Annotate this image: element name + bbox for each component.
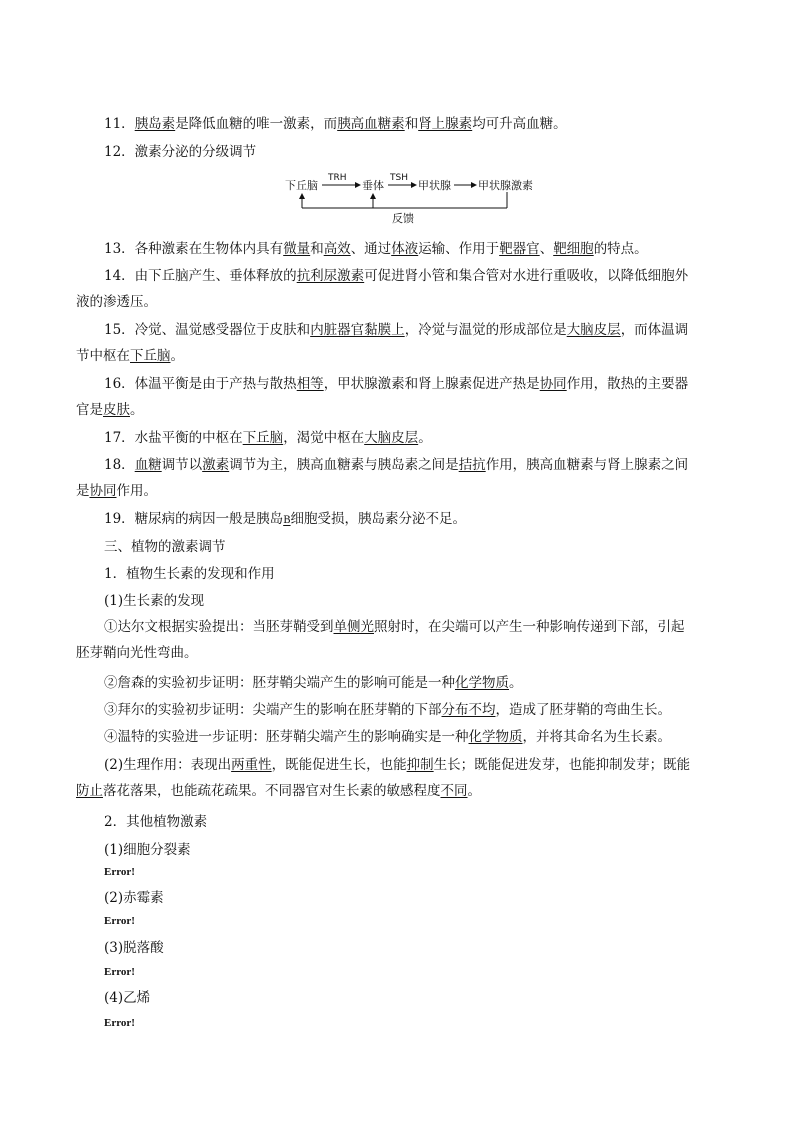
subsection-other-hormones: 2．其他植物激素 — [104, 814, 208, 830]
label-feedback: 反馈 — [392, 212, 414, 225]
auxin-physiological-role: (2)生理作用：表现出两重性，既能促进生长，也能抑制生长；既能促进发芽，也能抑制发芽；既能防止落花落果，也能疏花疏果。不同器官对生长素的敏感程度不同。 — [76, 757, 691, 799]
hormone-abscisic-acid: (3)脱落酸 — [104, 940, 164, 956]
hormone-regulation-diagram — [280, 170, 580, 230]
item-14: 14．由下丘脑产生、垂体释放的抗利尿激素可促进肾小管和集合管对水进行重吸收，以降低细胞外液的渗透压。 — [76, 268, 689, 310]
hormone-cytokinin: (1)细胞分裂素 — [104, 842, 191, 858]
item-17: 17．水盐平衡的中枢在下丘脑，渴觉中枢在大脑皮层。 — [104, 430, 432, 446]
error-placeholder: Error! — [104, 966, 135, 978]
subsection-auxin: 1．植物生长素的发现和作用 — [104, 566, 275, 582]
item-18: 18．血糖调节以激素调节为主，胰高血糖素与胰岛素之间是拮抗作用，胰高血糖素与肾上腺素之间是协同作用。 — [76, 457, 689, 499]
node-pituitary: 垂体 — [362, 179, 384, 192]
error-placeholder: Error! — [104, 866, 135, 878]
discovery-went: ④温特的实验进一步证明：胚芽鞘尖端产生的影响确实是一种化学物质，并将其命名为生长素。 — [104, 729, 671, 745]
node-thyroid-hormone: 甲状腺激素 — [478, 179, 533, 192]
error-placeholder: Error! — [104, 1017, 135, 1029]
hormone-ethylene: (4)乙烯 — [104, 990, 151, 1006]
section-plant-hormones: 三、植物的激素调节 — [104, 539, 226, 555]
item-12: 12．激素分泌的分级调节 — [104, 144, 257, 160]
discovery-darwin: ①达尔文根据实验提出：当胚芽鞘受到单侧光照射时，在尖端可以产生一种影响传递到下部，引起胚芽鞘向光性弯曲。 — [76, 619, 685, 661]
label-trh: TRH — [328, 173, 347, 183]
item-19: 19．糖尿病的病因一般是胰岛B细胞受损，胰岛素分泌不足。 — [104, 511, 467, 527]
subsection-auxin-discovery: (1)生长素的发现 — [104, 593, 205, 609]
node-thyroid: 甲状腺 — [418, 179, 451, 192]
item-16: 16．体温平衡是由于产热与散热相等，甲状腺激素和肾上腺素促进产热是协同作用，散热的主要器官是皮肤。 — [76, 376, 689, 418]
error-placeholder: Error! — [104, 915, 135, 927]
item-15: 15．冷觉、温觉感受器位于皮肤和内脏器官黏膜上，冷觉与温觉的形成部位是大脑皮层，而体温调节中枢在下丘脑。 — [76, 322, 689, 364]
hormone-gibberellin: (2)赤霉素 — [104, 890, 164, 906]
item-11: 11．胰岛素是降低血糖的唯一激素，而胰高血糖素和肾上腺素均可升高血糖。 — [104, 116, 567, 132]
discovery-jensen: ②詹森的实验初步证明：胚芽鞘尖端产生的影响可能是一种化学物质。 — [104, 675, 523, 691]
discovery-paal: ③拜尔的实验初步证明：尖端产生的影响在胚芽鞘的下部分布不均，造成了胚芽鞘的弯曲生长。 — [104, 702, 671, 718]
item-13: 13．各种激素在生物体内具有微量和高效、通过体液运输、作用于靶器官、靶细胞的特点。 — [104, 241, 648, 257]
label-tsh: TSH — [390, 173, 408, 183]
node-hypothalamus: 下丘脑 — [285, 179, 318, 192]
